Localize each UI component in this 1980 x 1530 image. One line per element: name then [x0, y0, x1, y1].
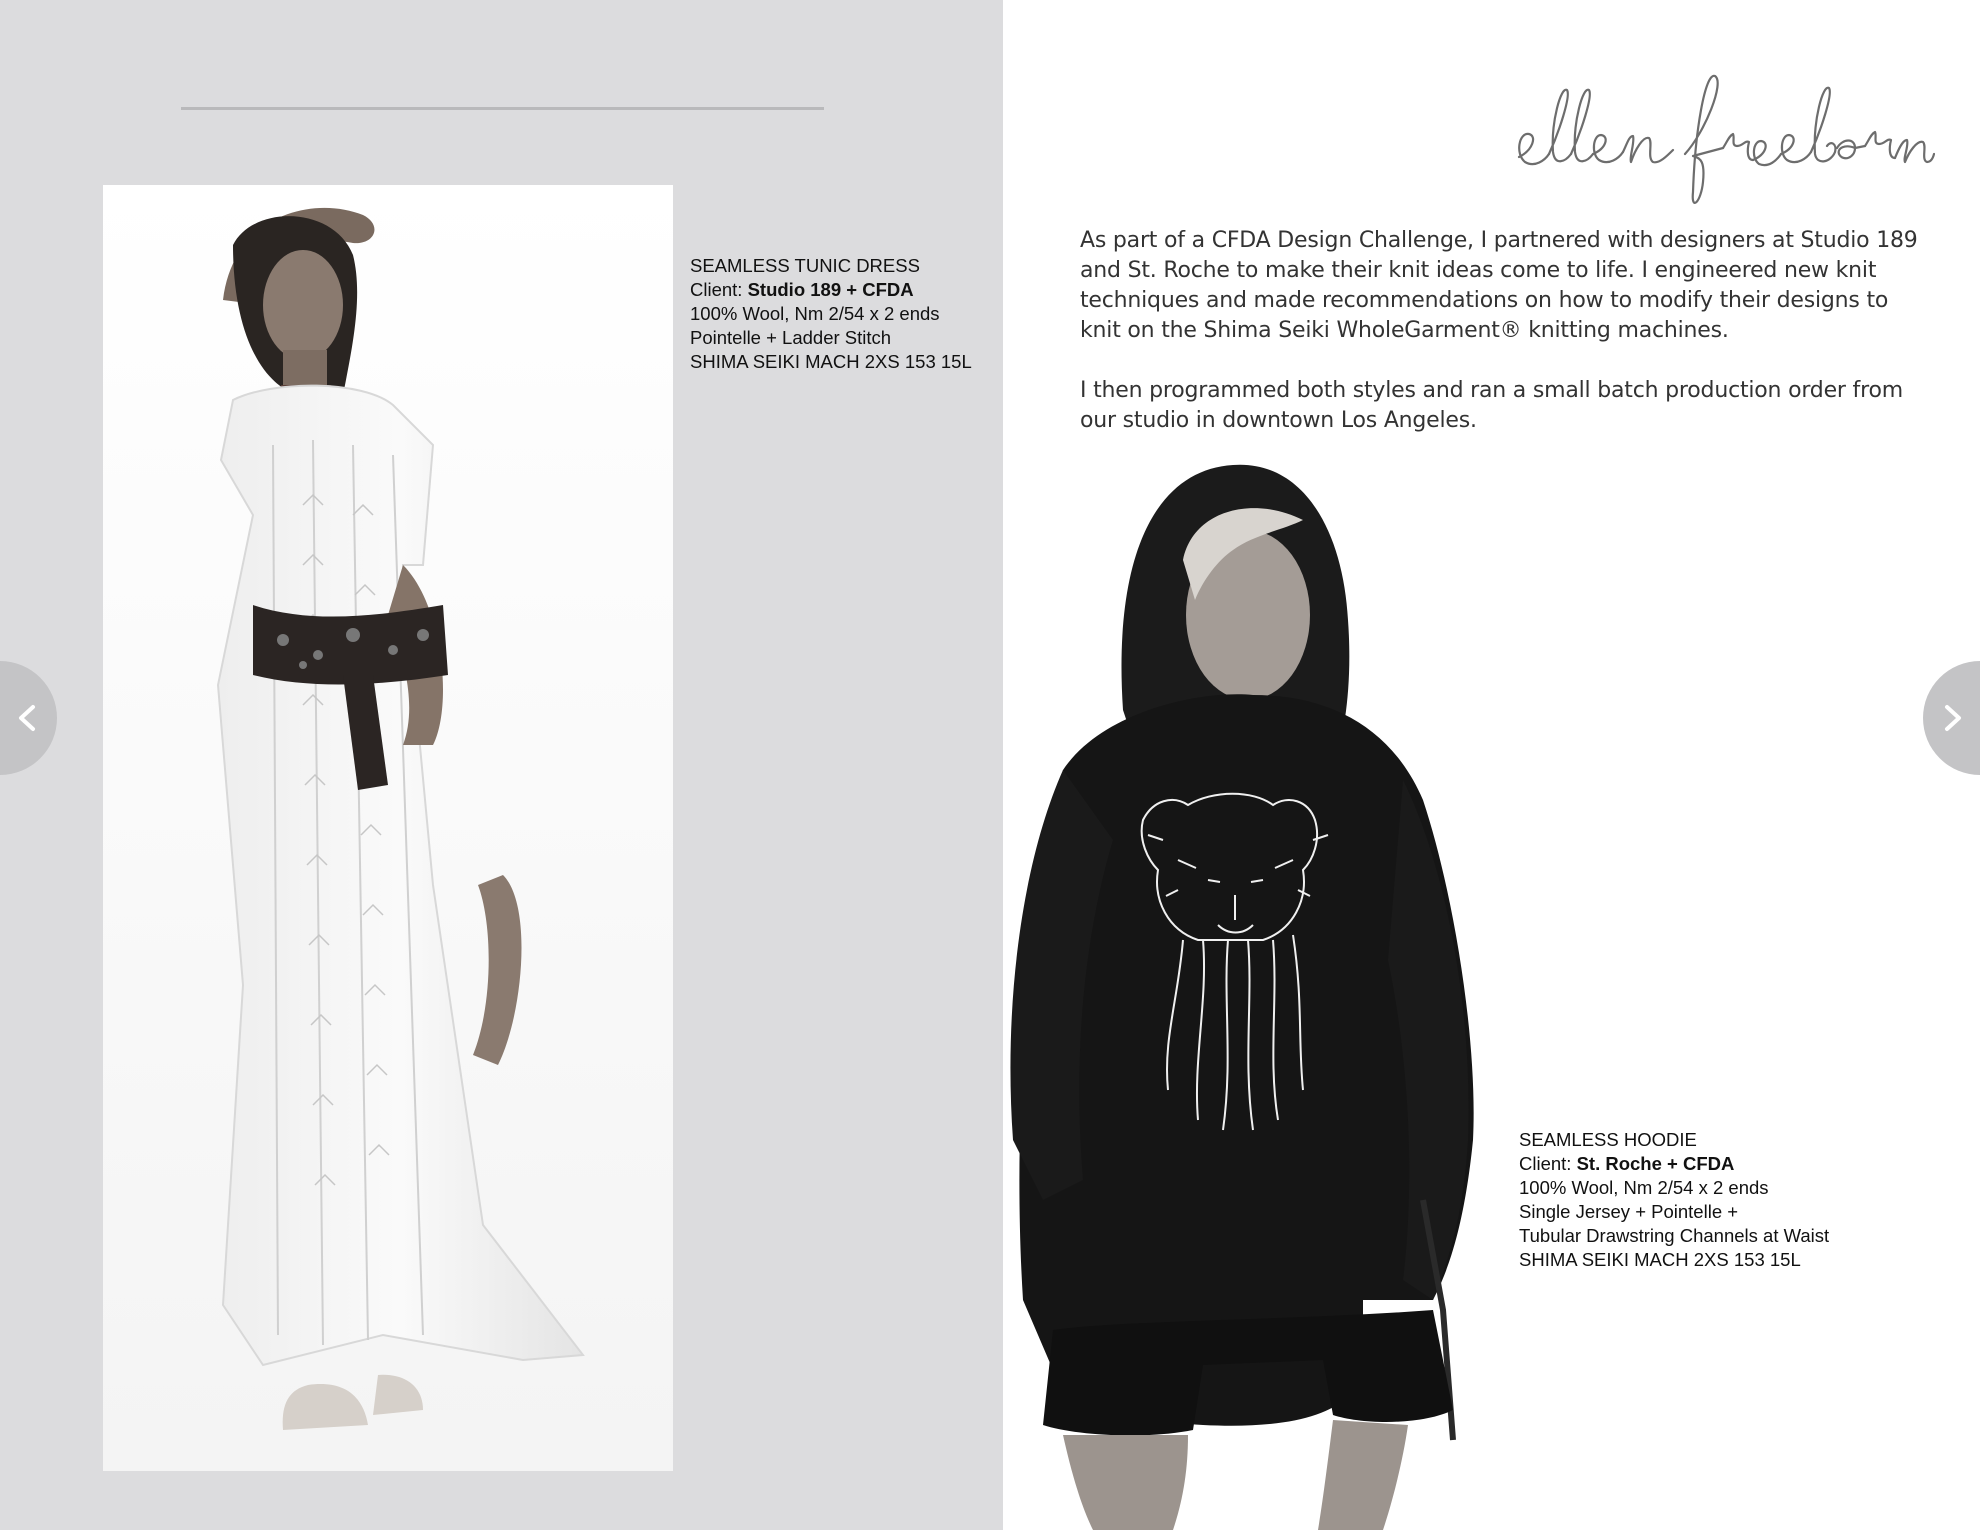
chevron-right-icon [1937, 703, 1967, 733]
hoodie-caption [1519, 1128, 1829, 1272]
hoodie-client [1519, 1152, 1829, 1176]
tunic-dress-client [690, 278, 972, 302]
intro-paragraph-2: I then programmed both styles and ran a small batch production order from our studio in downtown Los Angeles. [1080, 378, 1903, 433]
top-divider [181, 107, 824, 110]
client-prefix: Client: [1519, 1153, 1577, 1174]
tunic-dress-machine: SHIMA SEIKI MACH 2XS 153 15L [690, 351, 972, 372]
tunic-dress-technique: Pointelle + Ladder Stitch [690, 327, 892, 348]
tunic-dress-material: 100% Wool, Nm 2/54 x 2 ends [690, 303, 940, 324]
tunic-dress-title: SEAMLESS TUNIC DRESS [690, 255, 920, 276]
hoodie-machine: SHIMA SEIKI MACH 2XS 153 15L [1519, 1249, 1801, 1270]
chevron-left-icon [13, 703, 43, 733]
client-name: Studio 189 + CFDA [747, 279, 914, 300]
hoodie-technique-2: Tubular Drawstring Channels at Waist [1519, 1225, 1830, 1246]
hoodie-material: 100% Wool, Nm 2/54 x 2 ends [1519, 1177, 1769, 1198]
intro-text [1080, 226, 1930, 466]
tunic-dress-photo [103, 185, 673, 1471]
tunic-dress-illustration [103, 185, 673, 1471]
client-name: St. Roche + CFDA [1576, 1153, 1735, 1174]
intro-paragraph-1: As part of a CFDA Design Challenge, I partnered with designers at Studio 189 and St. Roche to make their knit ideas come to life. I engineered new knit techniques and made recommendations on how to modify their designs to knit on the Shima Seiki WholeGarment® knitting machines. [1080, 228, 1918, 343]
client-prefix: Client: [690, 279, 748, 300]
seamless-hoodie-photo [1003, 440, 1980, 1530]
tunic-dress-caption [690, 254, 972, 374]
hoodie-title: SEAMLESS HOODIE [1519, 1129, 1697, 1150]
ellen-freeborn-signature-logo [1515, 62, 1935, 212]
hoodie-technique-1: Single Jersey + Pointelle + [1519, 1201, 1739, 1222]
seamless-hoodie-illustration [1003, 440, 1980, 1530]
